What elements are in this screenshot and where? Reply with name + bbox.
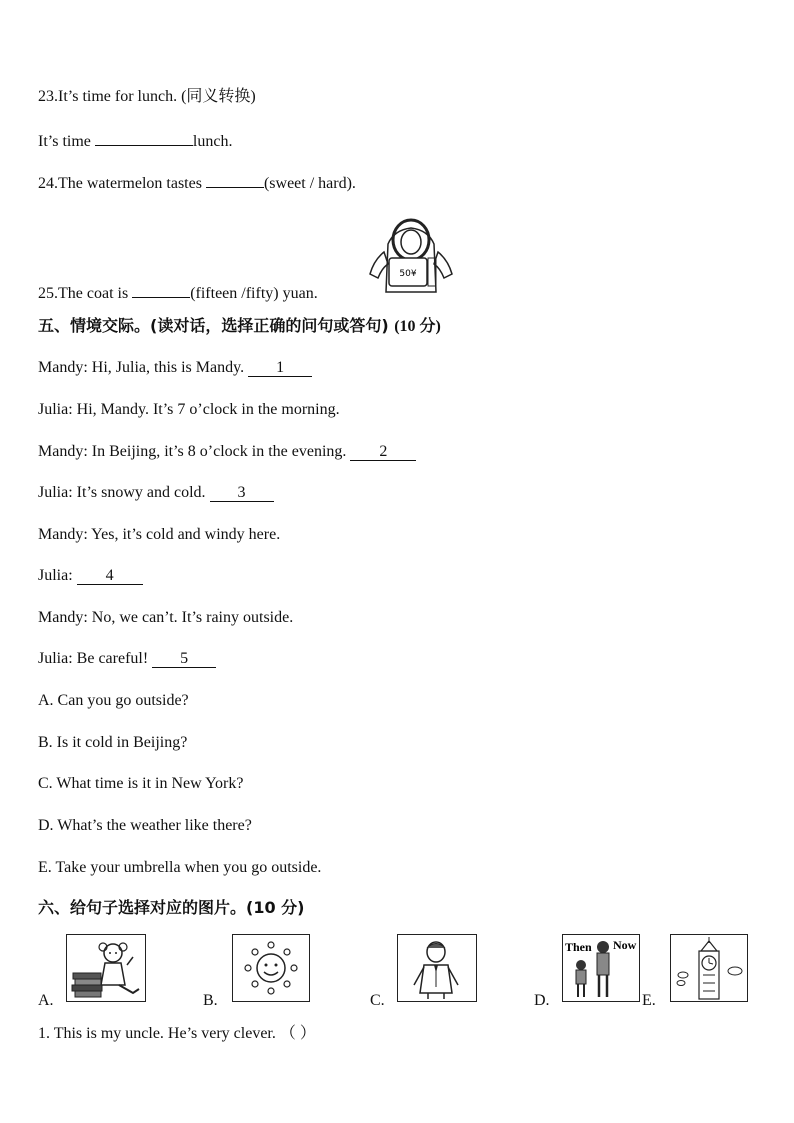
q23-prompt: 23.It’s time for lunch. (同义转换) <box>38 88 256 105</box>
sun-picture <box>232 934 310 1002</box>
section5-title <box>38 316 441 337</box>
uncle-picture <box>397 934 477 1002</box>
section6-title: 六、给句子选择对应的图片。(10 分) <box>38 898 305 917</box>
option-b: B. Is it cold in Beijing? <box>38 734 188 751</box>
dialogue-blank[interactable]: 5 <box>152 651 216 668</box>
dialogue-line <box>38 358 312 378</box>
dialogue-text: Julia: <box>38 567 77 584</box>
dialogue-text: Mandy: Hi, Julia, this is Mandy. <box>38 359 249 376</box>
picture-label-b: B. <box>203 992 218 1009</box>
now-label: Now <box>613 938 637 952</box>
dialogue-line <box>38 608 293 628</box>
then-now-picture <box>562 934 640 1002</box>
picture-label-e: E. <box>642 992 656 1009</box>
price-tag: 50¥ <box>399 269 417 279</box>
option-d: D. What’s the weather like there? <box>38 817 252 834</box>
dialogue-text: Julia: Hi, Mandy. It’s 7 o’clock in the morning. <box>38 401 340 418</box>
dialogue-blank[interactable]: 2 <box>350 444 416 461</box>
picture-label-a: A. <box>38 992 54 1009</box>
dialogue-blank[interactable]: 4 <box>77 568 143 585</box>
q24-blank[interactable] <box>206 171 264 188</box>
q25-pre: 25.The coat is <box>38 285 133 302</box>
q25-post: (fifteen /fifty) yuan. <box>190 285 318 302</box>
picture-label-c: C. <box>370 992 385 1009</box>
dialogue-line <box>38 400 340 420</box>
q25-line <box>38 281 318 304</box>
q23-blank[interactable] <box>95 129 193 146</box>
section6-question-1: 1. This is my uncle. He’s very clever. （ ） <box>38 1025 316 1042</box>
option-e: E. Take your umbrella when you go outside. <box>38 859 322 876</box>
q24-line <box>38 171 356 194</box>
dialogue-line <box>38 483 274 503</box>
dialogue-line <box>38 525 280 545</box>
q23-answer-pre: It’s time <box>38 133 95 150</box>
girl-reading-picture <box>66 934 146 1002</box>
dialogue-text: Mandy: No, we can’t. It’s rainy outside. <box>38 609 294 626</box>
dialogue-line <box>38 566 143 586</box>
option-a: A. Can you go outside? <box>38 692 189 709</box>
dialogue-text: Mandy: Yes, it’s cold and windy here. <box>38 526 281 543</box>
dialogue-blank[interactable]: 1 <box>248 360 312 377</box>
dialogue-line <box>38 442 416 462</box>
dialogue-text: Julia: It’s snowy and cold. <box>38 484 210 501</box>
dialogue-blank[interactable]: 3 <box>210 485 274 502</box>
q24-post: (sweet / hard). <box>263 175 356 192</box>
q25-blank[interactable] <box>132 281 190 298</box>
coat-picture <box>364 212 458 298</box>
clock-tower-picture <box>670 934 748 1002</box>
option-c: C. What time is it in New York? <box>38 775 244 792</box>
dialogue-text: Julia: Be careful! <box>38 650 153 667</box>
dialogue-text: Mandy: In Beijing, it’s 8 o’clock in the evening. <box>38 443 351 460</box>
dialogue-line <box>38 649 216 669</box>
q23-answer-post: lunch. <box>192 133 233 150</box>
section5-title-text: 五、情境交际。(读对话，选择正确的问句或答句) <box>38 316 395 335</box>
section5-score: (10 分) <box>394 318 441 335</box>
picture-label-d: D. <box>534 992 550 1009</box>
q23-answer-line <box>38 129 232 152</box>
then-label: Then <box>565 940 592 954</box>
q24-pre: 24.The watermelon tastes <box>38 175 206 192</box>
